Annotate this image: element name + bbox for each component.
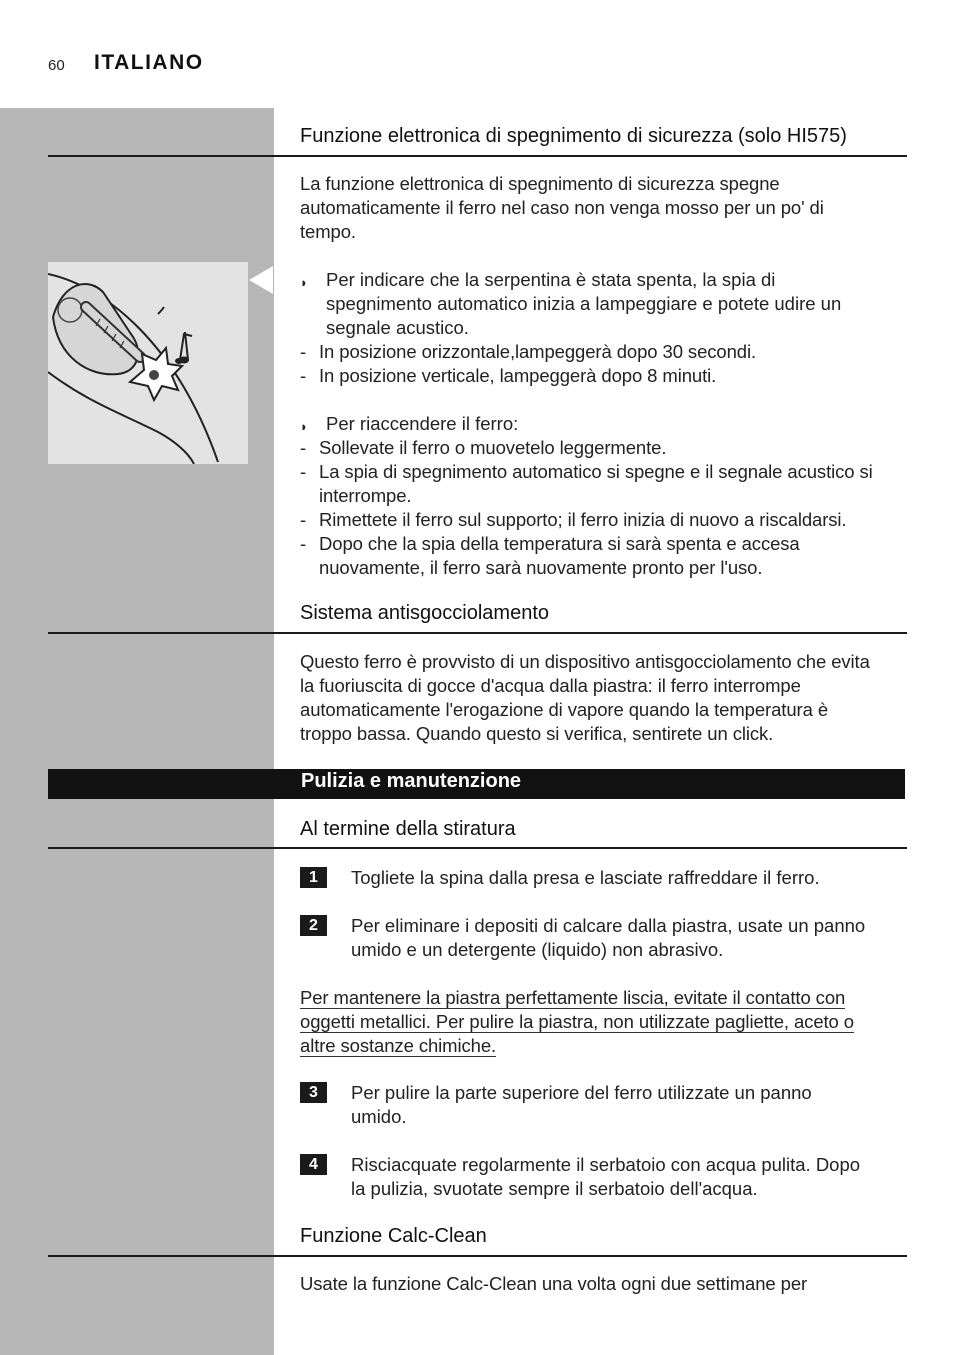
section-rule [48,847,907,849]
paragraph-anti-drip: Questo ferro è provvisto di un dispositivo antisgocciolamento che evita la fuoriuscita di gocce d'acqua dalla piastra: il ferro interrompe automaticamente l'erogazione di vapore quando la temperatura è troppo bassa. Quando questo si verifica, sentirete un click. [300,651,870,744]
section-rule [48,155,907,157]
section-title-anti-drip: Sistema antisgocciolamento [300,602,550,624]
step-number-1: 1 [300,867,327,888]
bullet-icon: ◗ [300,419,308,434]
paragraph-safety-intro: La funzione elettronica di spegnimento di sicurezza spegne automaticamente il ferro nel caso non venga mosso per un po' di tempo. [300,173,824,242]
section-rule [48,632,907,634]
page-number: 60 [48,57,65,74]
step-number-4: 4 [300,1154,327,1175]
paragraph-calc-clean: Usate la funzione Calc-Clean una volta ogni due settimane per [300,1273,808,1294]
step-text-1: Togliete la spina dalla presa e lasciate raffreddare il ferro. [351,867,820,888]
bullet-icon: ◗ [300,275,308,290]
dash-list-positions: - In posizione orizzontale,lampeggerà dopo 30 secondi. - In posizione verticale, lampeggerà dopo 8 minuti. [300,341,757,386]
step-number-3: 3 [300,1082,327,1103]
step-number-2: 2 [300,915,327,936]
iron-illustration [48,262,248,464]
note-soleplate-care: Per mantenere la piastra perfettamente liscia, evitate il contatto con oggetti metallici. Per pulire la piastra, non utilizzate pagliette, aceto o altre sostanze chimiche. [300,987,854,1056]
iron-auto-shutoff-beep-icon [48,262,248,464]
illustration-pointer [249,266,273,294]
chapter-title: Pulizia e manutenzione [301,770,522,792]
step-text-4: Risciacquate regolarmente il serbatoio con acqua pulita. Dopo la pulizia, svuotate sempre il serbatoio dell'acqua. [351,1154,861,1199]
section-title-safety-shutoff: Funzione elettronica di spegnimento di sicurezza (solo HI575) [300,125,847,147]
dash-list-reactivate: - Sollevate il ferro o muovetelo leggermente. - La spia di spegnimento automatico si spegne e il segnale acustico si interrompe. - Rimettete il ferro sul supporto; il ferro inizia di nuovo a riscaldarsi. - Dopo che la spia della temperatura si sarà spenta e accesa nuovamente, il ferro sarà nuovamente pronto per l'uso. [300,437,873,578]
section-title-after-ironing: Al termine della stiratura [300,818,516,840]
step-text-3: Per pulire la parte superiore del ferro utilizzate un panno umido. [351,1082,812,1127]
section-title-calc-clean: Funzione Calc-Clean [300,1225,487,1247]
language-heading: ITALIANO [94,51,204,74]
step-text-2: Per eliminare i depositi di calcare dalla piastra, usate un panno umido e un detergente (liquido) non abrasivo. [351,915,866,960]
section-rule [48,1255,907,1257]
bullet-item-shutoff: ◗ Per indicare che la serpentina è stata spenta, la spia di spegnimento automatico inizia a lampeggiare e potete udire un segnale acustico. [300,269,842,338]
bullet-item-reactivate: ◗ Per riaccendere il ferro: [300,412,910,436]
